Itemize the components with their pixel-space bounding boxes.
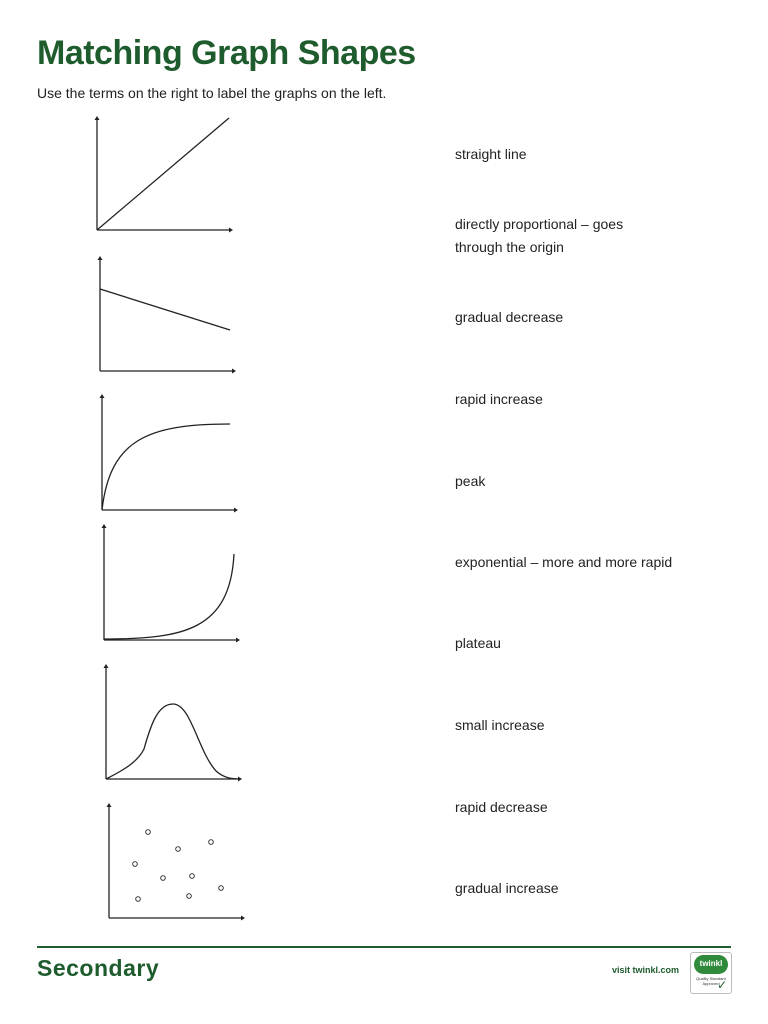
term-item bbox=[455, 143, 745, 166]
graph-curve bbox=[97, 118, 229, 230]
term-text: gradual increase bbox=[455, 880, 559, 896]
y-axis-arrow bbox=[102, 524, 107, 528]
footer-divider bbox=[37, 946, 731, 948]
term-text: peak bbox=[455, 473, 486, 489]
term-text: rapid decrease bbox=[455, 799, 548, 815]
y-axis-arrow bbox=[100, 394, 105, 398]
footer-link[interactable]: visit twinkl.com bbox=[612, 965, 680, 975]
term-item bbox=[455, 632, 745, 655]
graph-straight-line-through-origin bbox=[95, 116, 234, 233]
x-axis-arrow bbox=[236, 638, 240, 643]
scatter-point bbox=[187, 894, 192, 899]
term-text: rapid increase bbox=[455, 391, 543, 407]
term-text: plateau bbox=[455, 635, 501, 651]
x-axis-arrow bbox=[241, 916, 245, 921]
term-item bbox=[455, 714, 745, 737]
graph-exponential bbox=[102, 524, 241, 643]
term-item bbox=[455, 306, 745, 329]
badge-logo: twinkl bbox=[699, 959, 723, 968]
scatter-point bbox=[176, 847, 181, 852]
term-text: straight line bbox=[455, 146, 527, 162]
graph-peak bbox=[104, 664, 243, 782]
scatter-point bbox=[209, 840, 214, 845]
term-item bbox=[455, 551, 745, 574]
y-axis-arrow bbox=[104, 664, 109, 668]
graph-curve bbox=[104, 554, 234, 639]
term-text: exponential – more and more rapid bbox=[455, 554, 673, 570]
term-item bbox=[455, 470, 745, 493]
x-axis-arrow bbox=[232, 369, 236, 374]
term-text: small increase bbox=[455, 717, 545, 733]
footer-label: Secondary bbox=[37, 955, 160, 981]
quality-badge bbox=[690, 952, 732, 994]
scatter-point bbox=[146, 830, 151, 835]
scatter-point bbox=[190, 874, 195, 879]
graph-scatter bbox=[107, 803, 246, 921]
term-text: gradual decrease bbox=[455, 309, 564, 325]
term-item bbox=[455, 213, 745, 259]
term-item bbox=[455, 796, 745, 819]
x-axis-arrow bbox=[229, 228, 233, 233]
y-axis-arrow bbox=[98, 256, 103, 260]
scatter-point bbox=[133, 862, 138, 867]
graph-gradual-decrease bbox=[98, 256, 237, 374]
scatter-point bbox=[219, 886, 224, 891]
graph-rapid-increase-plateau bbox=[100, 394, 239, 513]
x-axis-arrow bbox=[234, 508, 238, 513]
instructions: Use the terms on the right to label the graphs on the left. bbox=[37, 85, 387, 101]
scatter-point bbox=[161, 876, 166, 881]
badge-caption-line: Quality Standard bbox=[696, 976, 726, 981]
graph-curve bbox=[102, 424, 230, 510]
term-item bbox=[455, 388, 745, 411]
y-axis-arrow bbox=[107, 803, 112, 807]
term-item bbox=[455, 877, 745, 900]
graph-curve bbox=[100, 289, 230, 330]
graph-curve bbox=[106, 704, 241, 779]
y-axis-arrow bbox=[95, 116, 100, 120]
page-title: Matching Graph Shapes bbox=[37, 34, 416, 72]
term-text: directly proportional – goes bbox=[455, 216, 624, 232]
term-text: through the origin bbox=[455, 239, 564, 255]
check-icon: ✓ bbox=[717, 978, 728, 992]
badge-caption-line: Approved bbox=[702, 981, 720, 986]
scatter-point bbox=[136, 897, 141, 902]
